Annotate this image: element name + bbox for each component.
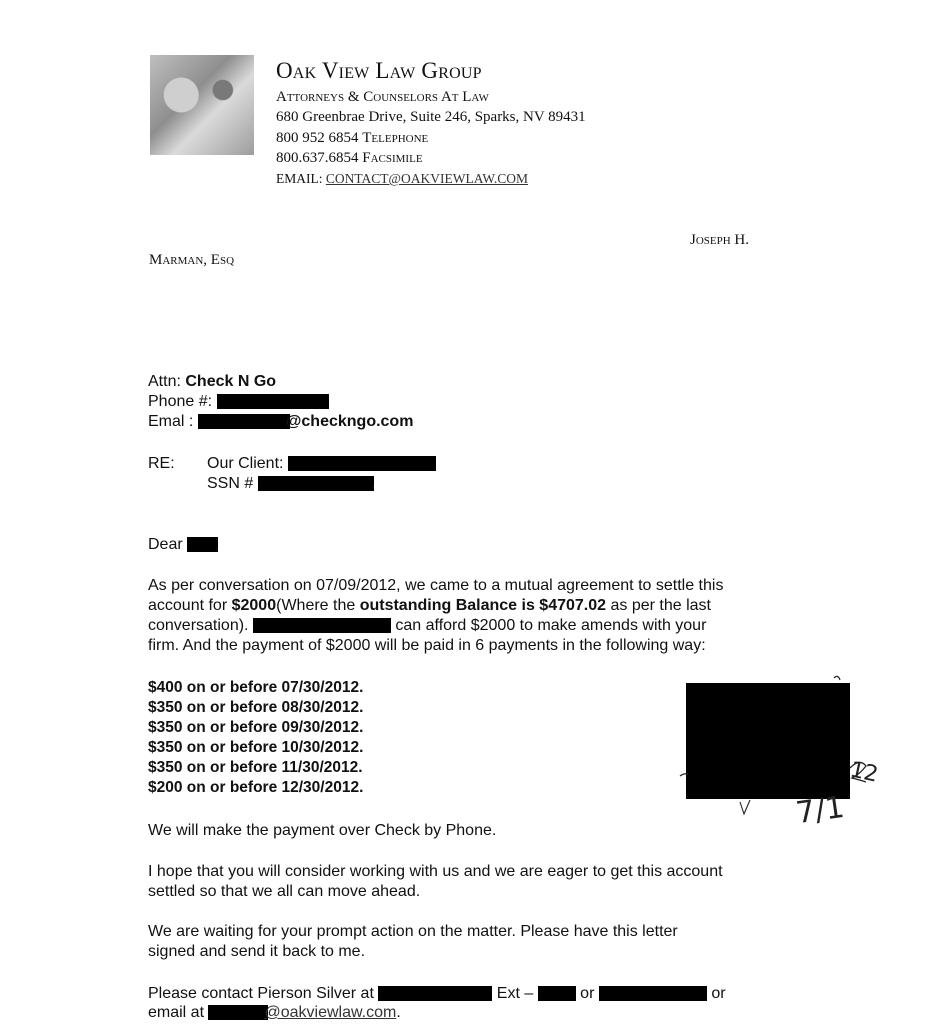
greeting-comma: , [214, 536, 219, 553]
redaction-box [208, 1005, 268, 1020]
handwritten-date: 7/1 [793, 789, 847, 832]
telephone-number: 800 952 6854 [276, 130, 359, 146]
p1-text: can afford $2000 to make amends with your [395, 617, 707, 634]
p1-text: conversation). [148, 617, 249, 634]
attorney-name-line1: Joseph H. [690, 232, 750, 248]
payment-item: $400 on or before 07/30/2012. [148, 679, 364, 696]
p1-text: (Where the [276, 597, 360, 614]
ssn-end: . [370, 475, 376, 492]
telephone-label: Telephone [362, 130, 429, 146]
paragraph1-line3 [148, 616, 706, 636]
fax-number: 800.637.6854 [276, 150, 359, 166]
paragraph3-line2: settled so that we all can move ahead. [148, 883, 421, 900]
re-label: RE: [148, 455, 175, 472]
payment-item: $350 on or before 09/30/2012. [148, 719, 364, 736]
email-label: EMAIL: [276, 171, 323, 186]
redaction-box [258, 476, 374, 491]
ssn-label: SSN # [207, 475, 254, 492]
p1-text: account for [148, 597, 232, 614]
payment-item: $350 on or before 11/30/2012. [148, 759, 363, 776]
firm-tagline: Attorneys & Counselors At Law [276, 89, 489, 105]
p1-text: as per the last [606, 597, 711, 614]
re-ssn-line [207, 474, 375, 494]
email-link[interactable]: CONTACT@OAKVIEWLAW.COM [325, 171, 529, 186]
paragraph1-line4: firm. And the payment of $2000 will be paid in 6 payments in the following way: [148, 637, 706, 654]
contact-ext-label: Ext – [496, 985, 534, 1002]
recipient-email-line [148, 412, 413, 432]
fax-label: Facsimile [362, 150, 423, 166]
payment-item: $350 on or before 10/30/2012. [148, 739, 364, 756]
redaction-box [378, 986, 492, 1001]
contact-line1 [148, 984, 726, 1004]
firm-name: Oak View Law Group [276, 58, 482, 83]
attn-line [148, 372, 276, 392]
firm-logo [150, 55, 254, 155]
redaction-box [198, 414, 290, 429]
contact-email-domain[interactable]: @oakviewlaw.com [264, 1004, 397, 1021]
handwritten-date-year: 12 [847, 757, 881, 788]
redaction-box [599, 986, 707, 1001]
handwritten-marks [676, 672, 876, 842]
firm-fax [276, 150, 423, 167]
client-label: Our Client: [207, 455, 284, 472]
recipient-email-label: Emal : [148, 413, 194, 430]
re-client-line [207, 454, 436, 474]
paragraph2: We will make the payment over Check by Phone. [148, 822, 497, 839]
attorney-name-line2: Marman, Esq [149, 252, 235, 268]
contact-text: email at [148, 1004, 205, 1021]
greeting-dear: Dear [148, 536, 183, 553]
paragraph1-line2 [148, 596, 711, 616]
phone-label: Phone #: [148, 393, 213, 410]
greeting [148, 535, 219, 555]
payment-item: $200 on or before 12/30/2012. [148, 779, 364, 796]
attn-value: Check N Go [185, 373, 277, 390]
contact-period: . [396, 1004, 401, 1021]
redaction-box [253, 618, 391, 633]
firm-address: 680 Greenbrae Drive, Suite 246, Sparks, NV 89431 [276, 109, 586, 125]
contact-or: or [580, 985, 595, 1002]
contact-line2 [148, 1003, 401, 1023]
payment-item: $350 on or before 08/30/2012. [148, 699, 364, 716]
paragraph1-line1: As per conversation on 07/09/2012, we came to a mutual agreement to settle this [148, 577, 724, 594]
redaction-box [288, 456, 436, 471]
firm-email [276, 171, 528, 187]
settlement-amount: $2000 [231, 597, 277, 614]
redaction-box [217, 394, 329, 409]
attn-label: Attn: [148, 373, 181, 390]
paragraph4-line2: signed and send it back to me. [148, 943, 366, 960]
paragraph4-line1: We are waiting for your prompt action on the matter. Please have this letter [148, 923, 678, 940]
paragraph3-line1: I hope that you will consider working with us and we are eager to get this account [148, 863, 723, 880]
contact-or: or [711, 985, 726, 1002]
redaction-box [538, 986, 576, 1001]
firm-telephone [276, 130, 428, 147]
phone-line [148, 392, 329, 412]
contact-text: Please contact Pierson Silver at [148, 985, 374, 1002]
payment-schedule [148, 678, 363, 798]
outstanding-balance: outstanding Balance is $4707.02 [359, 597, 607, 614]
recipient-email-domain: @checkngo.com [285, 413, 414, 430]
